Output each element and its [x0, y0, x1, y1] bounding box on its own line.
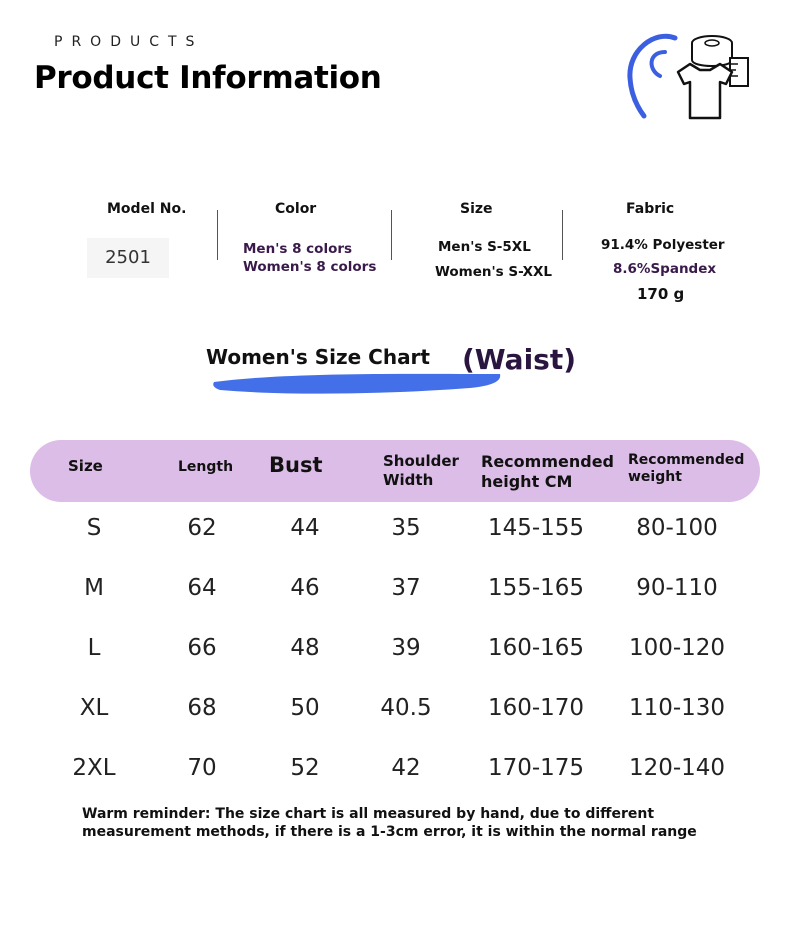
- col-size: Size: [68, 457, 103, 475]
- size-womens: Women's S-XXL: [435, 264, 553, 280]
- cell-length: 64: [187, 575, 217, 601]
- cell-bust: 46: [290, 575, 320, 601]
- col-length: Length: [178, 459, 234, 475]
- cell-shoulder: 35: [391, 515, 421, 541]
- divider: [217, 210, 218, 260]
- fabric-spandex: 8.6%Spandex: [613, 261, 717, 277]
- cell-size: XL: [79, 695, 109, 721]
- cell-shoulder: 42: [391, 755, 421, 781]
- cell-height: 160-165: [487, 635, 585, 661]
- section-kicker: PRODUCTS: [54, 34, 204, 50]
- cell-weight: 100-120: [628, 635, 726, 661]
- cell-length: 62: [187, 515, 217, 541]
- size-mens: Men's S-5XL: [438, 239, 531, 255]
- divider: [391, 210, 392, 260]
- col-bust: Bust: [269, 453, 323, 477]
- cell-bust: 48: [290, 635, 320, 661]
- cell-weight: 120-140: [628, 755, 726, 781]
- cell-bust: 52: [290, 755, 320, 781]
- cell-size: M: [84, 575, 104, 601]
- cell-height: 170-175: [487, 755, 585, 781]
- cell-length: 68: [187, 695, 217, 721]
- cell-height: 155-165: [487, 575, 585, 601]
- cell-size: L: [87, 635, 101, 661]
- cell-height: 160-170: [487, 695, 585, 721]
- cell-bust: 44: [290, 515, 320, 541]
- warm-reminder-note: Warm reminder: The size chart is all measured by hand, due to different measurement methods, if there is a 1-3cm error, it is within the normal range: [82, 806, 697, 840]
- cell-size: 2XL: [72, 755, 116, 781]
- page-title: Product Information: [34, 60, 382, 96]
- cell-weight: 80-100: [636, 515, 718, 541]
- size-chart-subtitle: (Waist): [462, 343, 577, 376]
- cell-weight: 110-130: [628, 695, 726, 721]
- model-label: Model No.: [107, 201, 187, 217]
- col-weight: Recommended weight: [628, 452, 745, 485]
- cell-weight: 90-110: [636, 575, 718, 601]
- fabric-polyester: 91.4% Polyester: [601, 237, 725, 253]
- fabric-label: Fabric: [626, 201, 675, 217]
- cell-length: 70: [187, 755, 217, 781]
- model-number: 2501: [87, 238, 169, 278]
- cell-bust: 50: [290, 695, 320, 721]
- fabric-weight: 170 g: [637, 285, 685, 303]
- cell-size: S: [86, 515, 102, 541]
- cell-shoulder: 40.5: [380, 695, 432, 721]
- size-label: Size: [460, 201, 493, 217]
- size-chart-title: Women's Size Chart: [206, 345, 430, 369]
- cell-height: 145-155: [487, 515, 585, 541]
- color-mens: Men's 8 colors: [243, 241, 353, 257]
- col-shoulder: Shoulder Width: [383, 452, 459, 489]
- color-label: Color: [275, 201, 317, 217]
- cell-length: 66: [187, 635, 217, 661]
- divider: [562, 210, 563, 260]
- col-height: Recommended height CM: [481, 452, 614, 491]
- color-womens: Women's 8 colors: [243, 259, 377, 275]
- tshirt-measuring-tape-icon: [620, 30, 755, 122]
- cell-shoulder: 37: [391, 575, 421, 601]
- cell-shoulder: 39: [391, 635, 421, 661]
